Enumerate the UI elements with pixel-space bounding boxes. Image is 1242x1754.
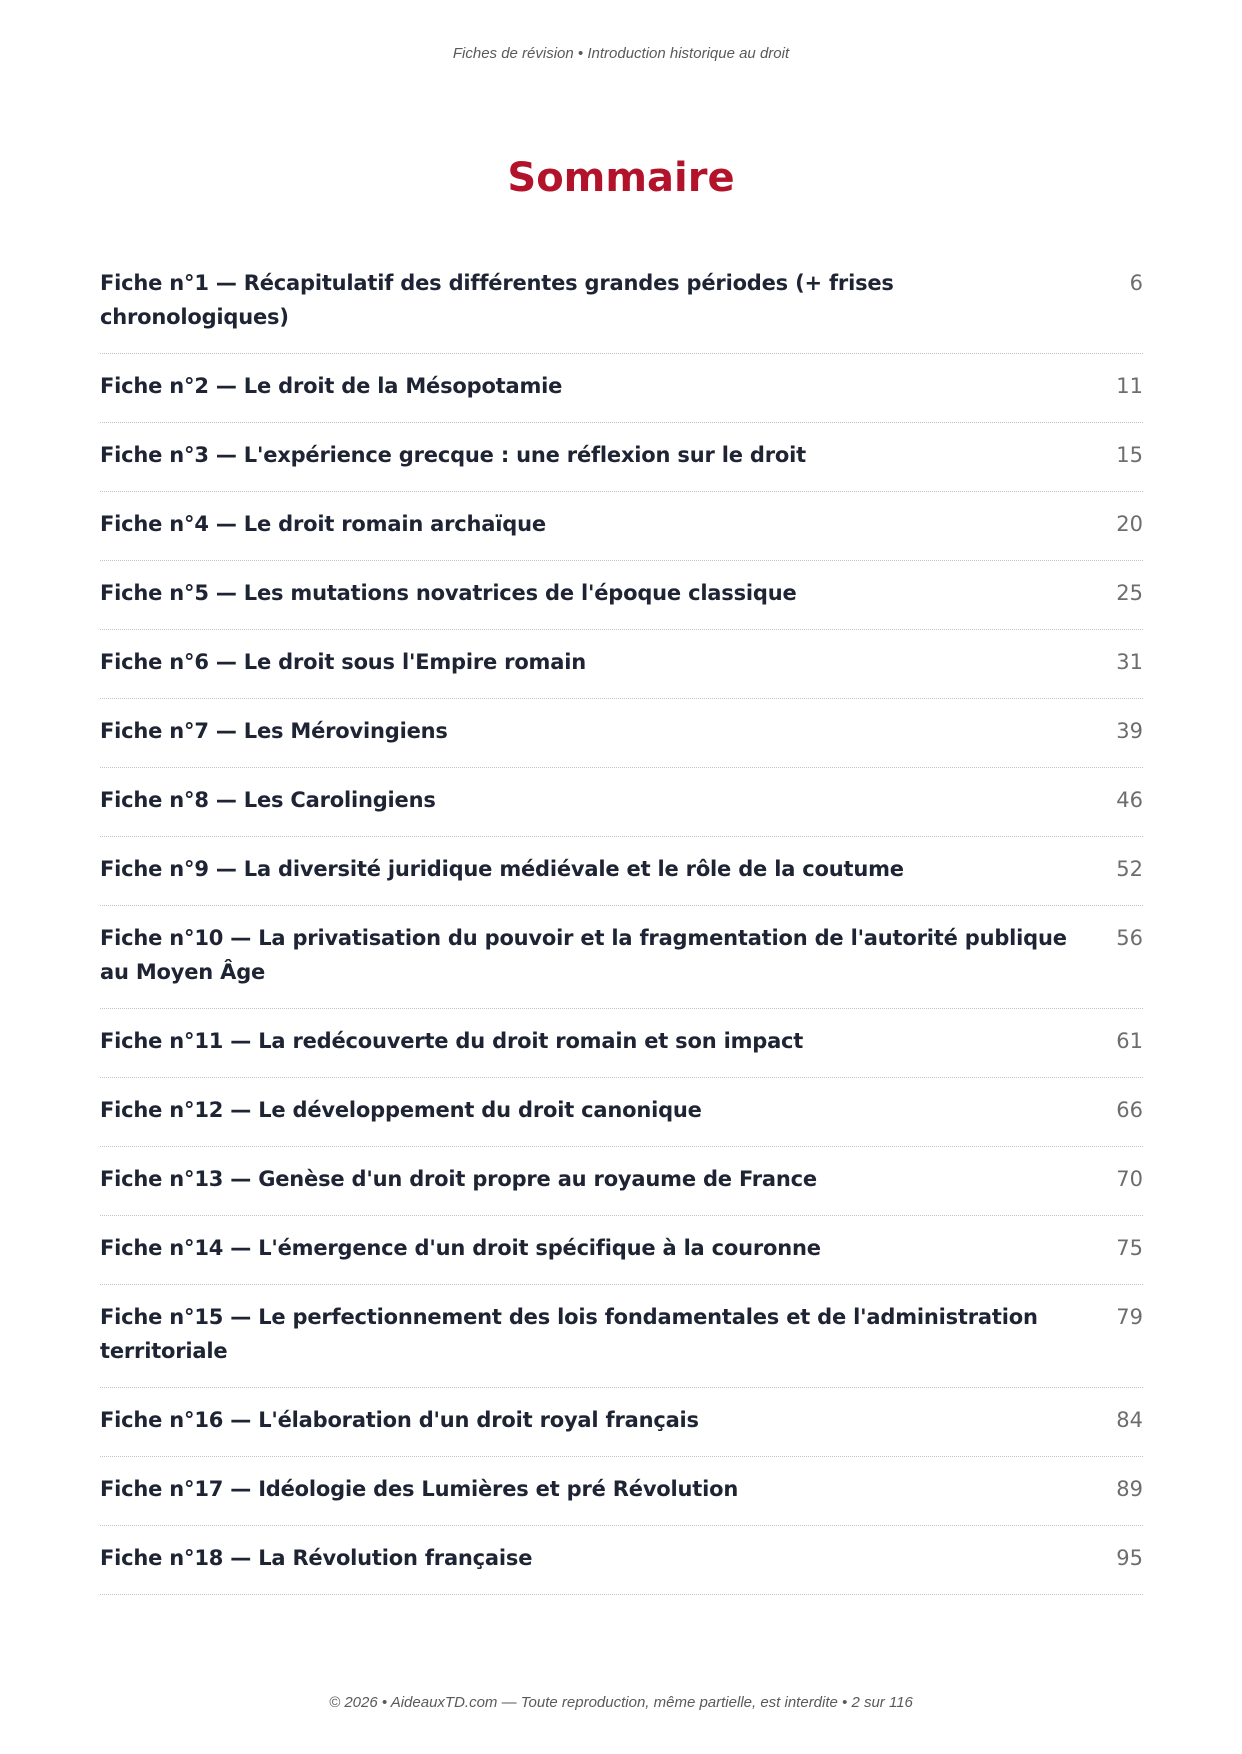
toc-entry-page: 31 [1116,650,1143,674]
toc-entry-page: 25 [1116,581,1143,605]
toc-entry-3[interactable] [100,423,1143,492]
toc-entry-page: 52 [1116,857,1143,881]
toc-entry-page: 84 [1116,1408,1143,1432]
toc-entry-page: 89 [1116,1477,1143,1501]
toc-entry-title: Fiche n°7 — Les Mérovingiens [100,719,448,743]
toc-entry-page: 39 [1116,719,1143,743]
toc-entry-title: Fiche n°1 — Récapitulatif des différentes grandes périodes (+ frises chronologiques) [100,271,894,329]
toc-entry-title: Fiche n°3 — L'expérience grecque : une réflexion sur le droit [100,443,806,467]
toc-entry-13[interactable] [100,1147,1143,1216]
toc-entry-title: Fiche n°17 — Idéologie des Lumières et pré Révolution [100,1477,739,1501]
toc-entry-page: 11 [1116,374,1143,398]
toc-entry-title: Fiche n°16 — L'élaboration d'un droit royal français [100,1408,699,1432]
toc-entry-title: Fiche n°6 — Le droit sous l'Empire romain [100,650,586,674]
toc-entry-page: 6 [1129,271,1143,295]
toc-entry-16[interactable] [100,1388,1143,1457]
toc-entry-title: Fiche n°8 — Les Carolingiens [100,788,436,812]
toc-entry-title: Fiche n°15 — Le perfectionnement des lois fondamentales et de l'administration territoriale [100,1305,1038,1363]
toc-entry-page: 75 [1116,1236,1143,1260]
toc-entry-2[interactable] [100,354,1143,423]
toc-entry-page: 61 [1116,1029,1143,1053]
toc-entry-title: Fiche n°18 — La Révolution française [100,1546,533,1570]
toc-entry-5[interactable] [100,561,1143,630]
toc-entry-page: 56 [1116,926,1143,950]
toc-entry-title: Fiche n°12 — Le développement du droit canonique [100,1098,702,1122]
toc-entry-title: Fiche n°9 — La diversité juridique médiévale et le rôle de la coutume [100,857,904,881]
toc-entry-title: Fiche n°10 — La privatisation du pouvoir et la fragmentation de l'autorité publique au Moyen Âge [100,926,1067,984]
toc-entry-18[interactable] [100,1526,1143,1595]
toc-entry-12[interactable] [100,1078,1143,1147]
toc-entry-page: 95 [1116,1546,1143,1570]
toc-entry-15[interactable] [100,1285,1143,1388]
toc-entry-6[interactable] [100,630,1143,699]
toc-entry-page: 70 [1116,1167,1143,1191]
toc-entry-1[interactable] [100,254,1143,354]
toc-entry-title: Fiche n°5 — Les mutations novatrices de l'époque classique [100,581,797,605]
page-title: Sommaire [507,155,735,201]
toc-entry-8[interactable] [100,768,1143,837]
toc-entry-title: Fiche n°14 — L'émergence d'un droit spécifique à la couronne [100,1236,821,1260]
toc-entry-title: Fiche n°2 — Le droit de la Mésopotamie [100,374,563,398]
toc-entry-page: 46 [1116,788,1143,812]
toc-entry-page: 66 [1116,1098,1143,1122]
toc-entry-page: 15 [1116,443,1143,467]
toc-entry-page: 20 [1116,512,1143,536]
toc-entry-4[interactable] [100,492,1143,561]
table-of-contents [100,254,1143,1595]
toc-entry-10[interactable] [100,906,1143,1009]
running-footer: © 2026 • AideauxTD.com — Toute reproduction, même partielle, est interdite • 2 sur 116 [329,1694,913,1711]
toc-entry-title: Fiche n°4 — Le droit romain archaïque [100,512,546,536]
toc-entry-9[interactable] [100,837,1143,906]
running-header: Fiches de révision • Introduction historique au droit [452,45,790,62]
toc-entry-14[interactable] [100,1216,1143,1285]
toc-entry-7[interactable] [100,699,1143,768]
toc-entry-page: 79 [1116,1305,1143,1329]
toc-entry-17[interactable] [100,1457,1143,1526]
toc-entry-11[interactable] [100,1009,1143,1078]
toc-entry-title: Fiche n°13 — Genèse d'un droit propre au royaume de France [100,1167,817,1191]
toc-entry-title: Fiche n°11 — La redécouverte du droit romain et son impact [100,1029,804,1053]
